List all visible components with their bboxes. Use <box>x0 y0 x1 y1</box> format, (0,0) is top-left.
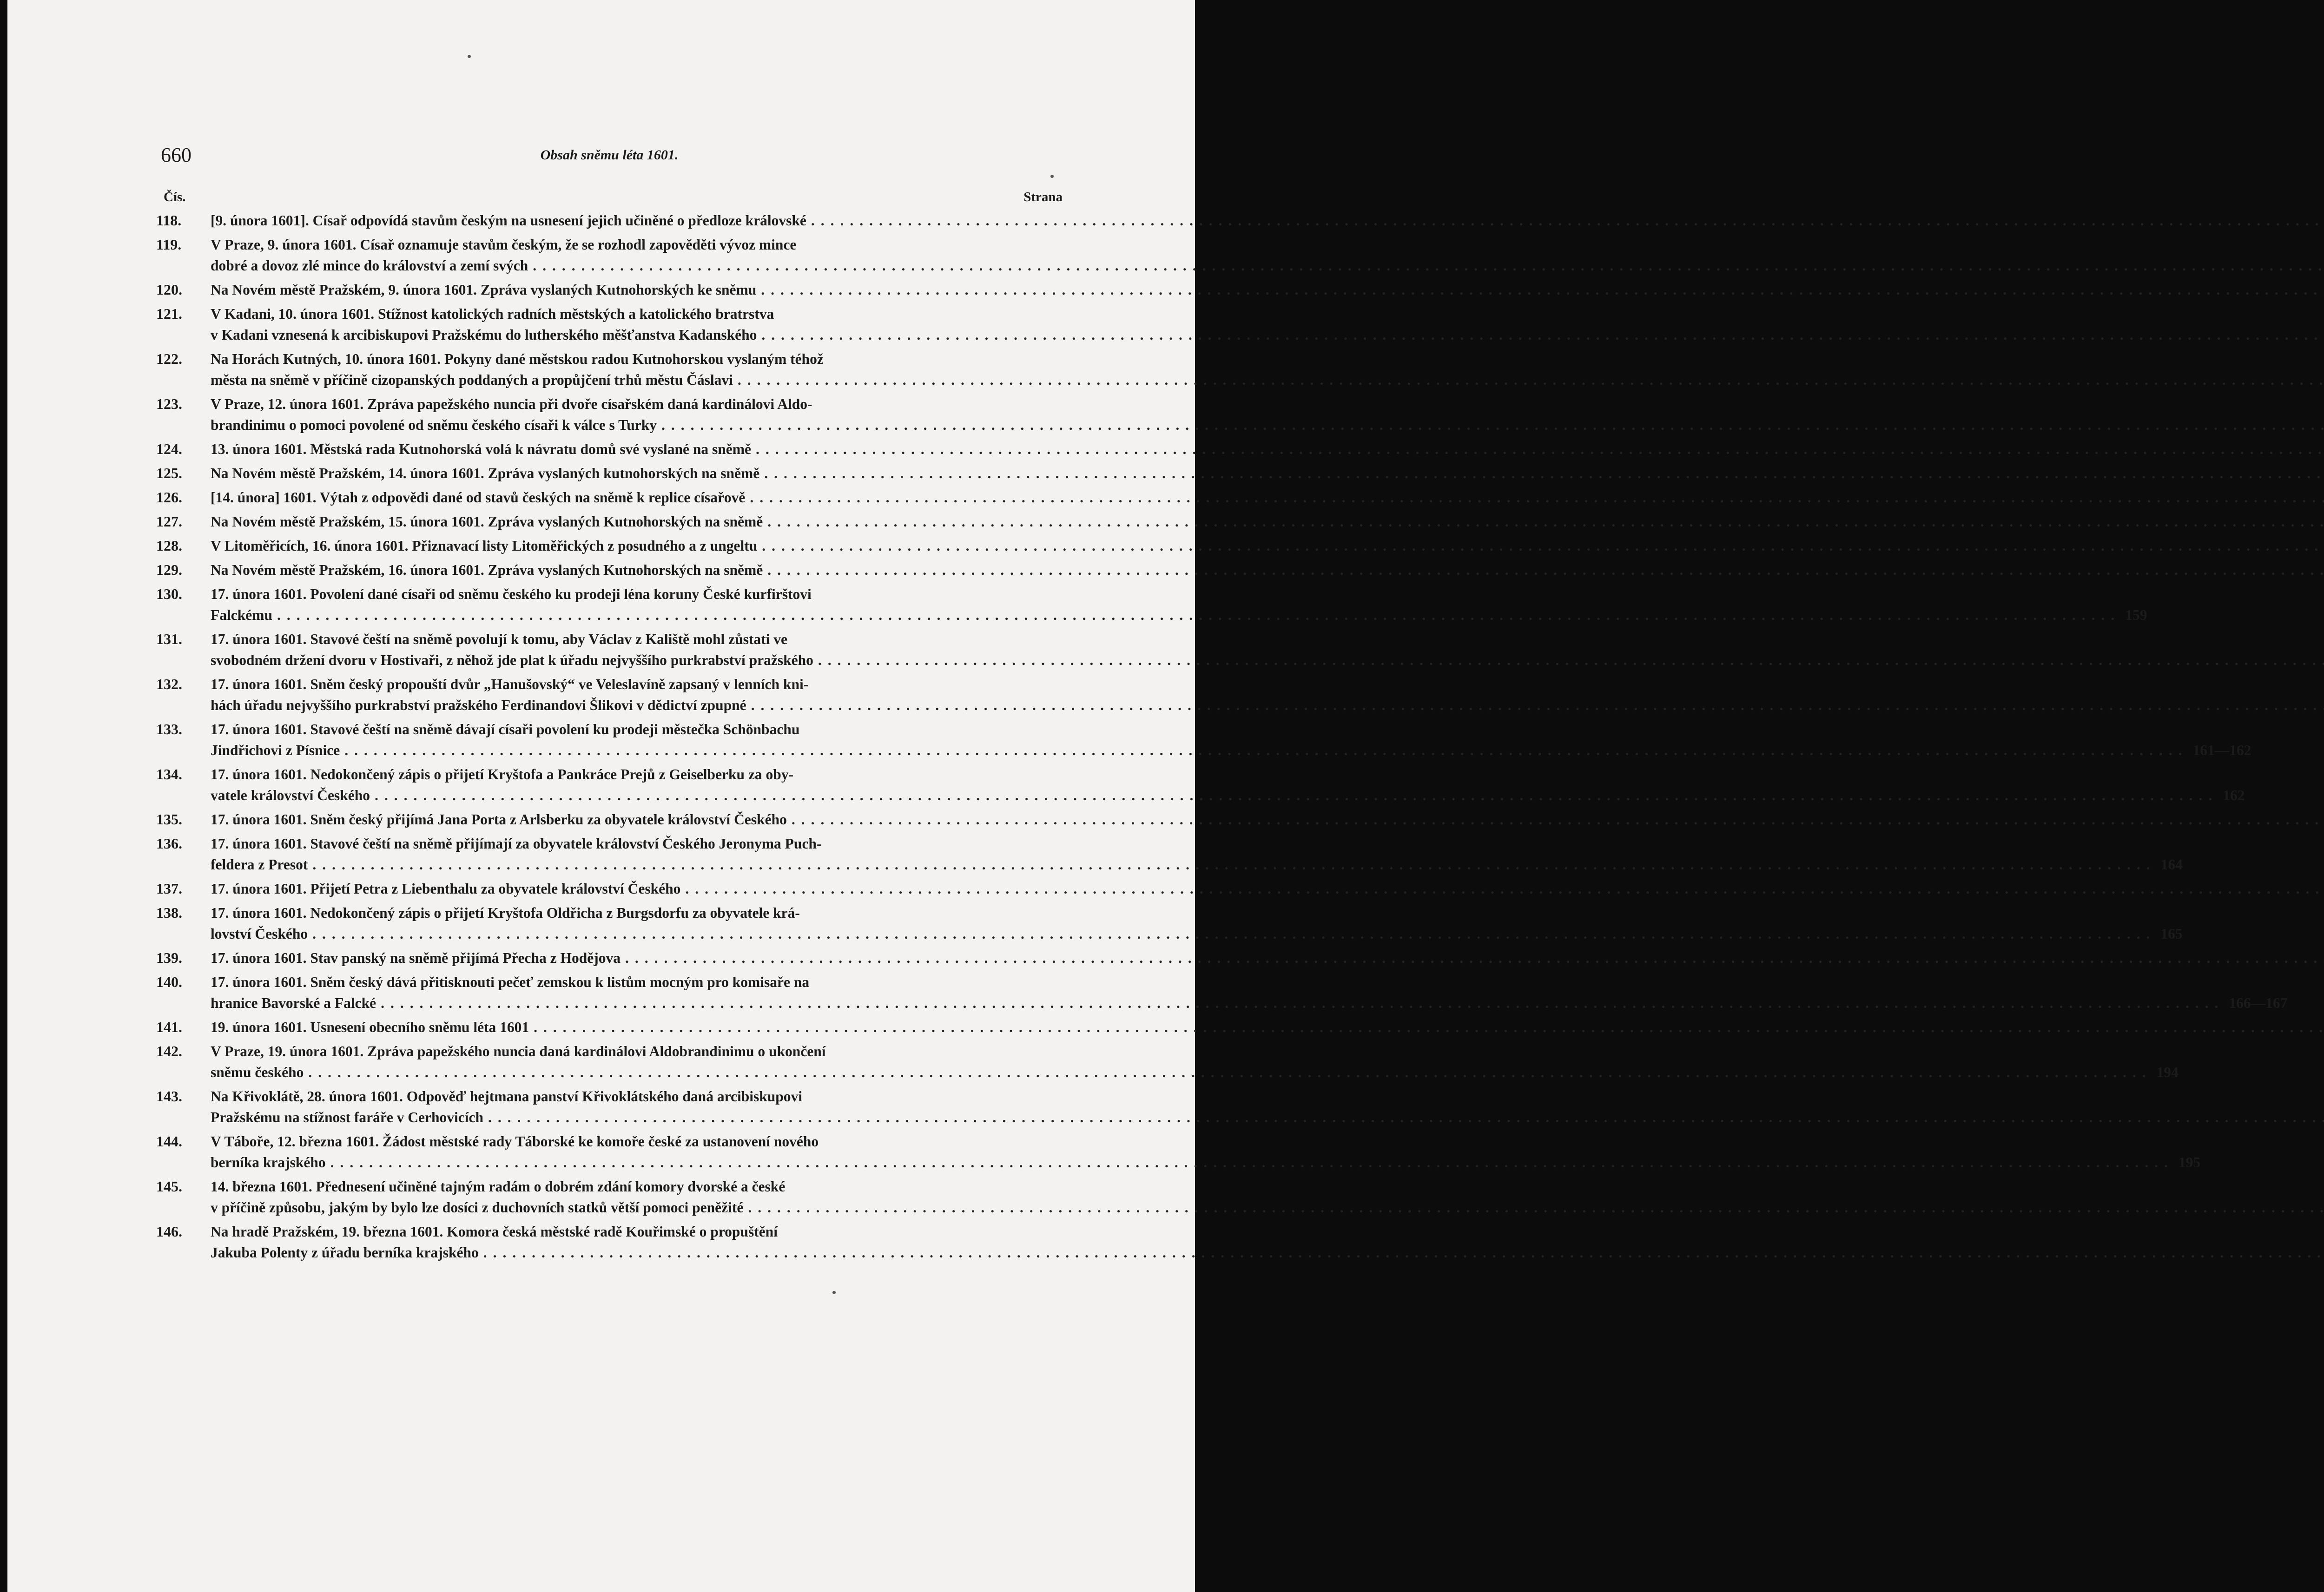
entry-leader-line <box>211 923 2183 944</box>
number-column-header: Čís. <box>164 190 186 204</box>
dot-leader <box>685 878 2324 899</box>
toc-entry <box>156 463 1063 484</box>
dot-leader <box>344 740 2188 761</box>
entry-number: 128. <box>156 537 182 554</box>
toc-entry <box>156 1131 2201 1173</box>
entry-text-line: hranice Bavorské a Falcké <box>211 995 376 1011</box>
entry-number: 127. <box>156 513 182 530</box>
running-title: Obsah sněmu léta 1601. <box>540 147 679 163</box>
paper-speck <box>1050 175 1054 178</box>
dot-leader <box>792 809 2324 830</box>
entry-body <box>211 972 2287 1013</box>
entry-body <box>211 809 2324 830</box>
entry-body <box>211 303 2324 345</box>
entry-number: 134. <box>156 766 182 783</box>
toc-entry <box>156 674 1063 716</box>
entry-leader-line <box>211 1062 2179 1083</box>
entry-text-line: 17. února 1601. Sněm český propouští dvůr „Hanušovský“ ve Veleslavíně zapsaný v lenních kni- <box>211 676 809 692</box>
dot-leader <box>375 785 2218 806</box>
entry-leader-line <box>211 210 2324 231</box>
entry-page-ref: 195 <box>2178 1154 2201 1171</box>
entry-page-ref: 159 <box>2125 607 2147 623</box>
entry-text-line: [14. února] 1601. Výtah z odpovědi dané od stavů českých na sněmě k replice císařově <box>211 489 746 506</box>
entry-body <box>211 902 2183 944</box>
toc-entry <box>156 972 2288 1013</box>
entry-leader-line <box>211 854 2183 875</box>
entry-text-line: Jakuba Polenty z úřadu berníka krajského <box>211 1244 479 1261</box>
dot-leader <box>750 487 2324 508</box>
entry-number: 137. <box>156 880 182 897</box>
entry-text-line: Na Křivoklátě, 28. února 1601. Odpověď hejtmana panství Křivoklátského daná arcibiskupovi <box>211 1088 803 1105</box>
entry-body <box>211 511 2324 532</box>
entry-leader-line <box>211 785 2245 806</box>
entry-body <box>211 1176 2324 1218</box>
entry-text-line: 13. února 1601. Městská rada Kutnohorská volá k návratu domů své vyslané na sněmě <box>211 441 751 457</box>
entry-text-line: dobré a dovoz zlé mince do království a zemí svých <box>211 257 528 274</box>
entry-number: 122. <box>156 350 182 367</box>
toc-entry <box>156 833 2183 875</box>
entry-leader-line <box>211 369 2324 390</box>
dot-leader <box>381 993 2224 1013</box>
entry-body <box>211 279 2324 300</box>
dot-leader <box>811 210 2324 231</box>
toc-entry <box>156 535 1063 556</box>
entry-body <box>211 234 2324 276</box>
entry-text-line: v příčině způsobu, jakým by bylo lze dosíci z duchovních statků větší pomoci peněžité <box>211 1199 744 1216</box>
entry-leader-line <box>211 947 2324 968</box>
entry-text-line: 17. února 1601. Přijetí Petra z Liebenthalu za obyvatele království Českého <box>211 881 681 897</box>
entry-leader-line <box>211 1152 2200 1173</box>
entry-text-line: V Litoměřicích, 16. února 1601. Přiznavací listy Litoměřických z posudného a z ungeltu <box>211 538 758 554</box>
entry-number: 138. <box>156 904 182 921</box>
entry-number: 145. <box>156 1178 182 1195</box>
entry-text-line: 17. února 1601. Stavové čeští na sněmě povolují k tomu, aby Václav z Kaliště mohl zůstati ve <box>211 631 788 647</box>
entry-text-line: Na Novém městě Pražském, 16. února 1601. Zpráva vyslaných Kutnohorských na sněmě <box>211 562 763 578</box>
entry-text-line: sněmu českého <box>211 1064 304 1080</box>
entry-text-line: V Praze, 19. února 1601. Zpráva papežského nuncia daná kardinálovi Aldobrandinimu o ukončení <box>211 1043 826 1059</box>
entry-text-line: 17. února 1601. Sněm český přijímá Jana Porta z Arlsberku za obyvatele království Českého <box>211 811 787 828</box>
entry-number: 136. <box>156 835 182 852</box>
entry-page-ref: 161—162 <box>2192 742 2251 758</box>
entry-body <box>211 1221 2324 1263</box>
entry-text-line: 17. února 1601. Povolení dané císaři od sněmu českého ku prodeji léna koruny České kurfirštovi <box>211 586 812 602</box>
paper-speck <box>832 1291 836 1294</box>
entry-leader-line <box>211 695 2324 716</box>
dot-leader <box>312 854 2156 875</box>
entry-number: 142. <box>156 1043 182 1059</box>
dot-leader <box>488 1107 2324 1128</box>
entry-body <box>211 394 2324 435</box>
entry-text-line: 19. února 1601. Usnesení obecního sněmu léta 1601 <box>211 1019 529 1035</box>
dot-leader <box>661 414 2324 435</box>
entry-leader-line <box>211 993 2287 1013</box>
dot-leader <box>330 1152 2174 1173</box>
entry-text-line: Na Novém městě Pražském, 14. února 1601. Zpráva vyslaných kutnohorských na sněmě <box>211 465 760 481</box>
entry-leader-line <box>211 324 2324 345</box>
entry-number: 129. <box>156 561 182 578</box>
entry-number: 124. <box>156 441 182 457</box>
toc-entry <box>156 234 1063 276</box>
entry-body <box>211 764 2245 806</box>
entry-number: 133. <box>156 721 182 737</box>
entry-text-line: 17. února 1601. Stavové čeští na sněmě dávají císaři povolení ku prodeji městečka Schönbachu <box>211 721 800 737</box>
entry-number: 135. <box>156 811 182 828</box>
entry-text-line: Na Novém městě Pražském, 15. února 1601. Zpráva vyslaných Kutnohorských na sněmě <box>211 513 763 530</box>
toc-entry <box>156 439 1063 460</box>
dot-leader <box>761 279 2324 300</box>
entry-number: 118. <box>156 212 182 229</box>
entry-body <box>211 439 2324 460</box>
entry-leader-line <box>211 1197 2324 1218</box>
entry-leader-line <box>211 439 2324 460</box>
entry-page-ref: 162 <box>2223 787 2245 803</box>
entry-text-line: feldera z Presot <box>211 856 308 873</box>
toc-entry <box>156 279 1063 300</box>
entry-leader-line <box>211 740 2251 761</box>
entry-text-line: 17. února 1601. Nedokončený zápis o přijetí Kryštofa a Pankráce Prejů z Geiselberku za oby- <box>211 766 794 783</box>
toc-entry <box>156 902 2183 944</box>
dot-leader <box>767 559 2324 580</box>
entry-body <box>211 463 2324 484</box>
entry-number: 139. <box>156 949 182 966</box>
entry-body <box>211 719 2251 761</box>
toc-entry <box>156 1041 2179 1083</box>
entry-body <box>211 674 2324 716</box>
toc-entry <box>156 1176 1063 1218</box>
entry-body <box>211 1131 2200 1173</box>
toc-entry <box>156 584 2147 625</box>
toc-entry <box>156 487 1063 508</box>
entry-text-line: V Praze, 12. února 1601. Zpráva papežského nuncia při dvoře císařském daná kardinálovi Aldo- <box>211 396 812 412</box>
dot-leader <box>756 439 2324 460</box>
dot-leader <box>767 511 2324 532</box>
entry-text-line: lovství Českého <box>211 926 308 942</box>
dot-leader <box>738 369 2324 390</box>
dot-leader <box>312 923 2156 944</box>
toc-entry <box>156 764 2245 806</box>
toc-entry <box>156 511 1063 532</box>
entry-text-line: vatele království Českého <box>211 787 370 803</box>
toc-entry <box>156 1221 1063 1263</box>
dot-leader <box>308 1062 2152 1083</box>
entry-text-line: 17. února 1601. Stav panský na sněmě přijímá Přecha z Hodějova <box>211 950 621 966</box>
page-number: 660 <box>161 144 191 166</box>
entry-text-line: svobodném držení dvoru v Hostivaři, z něhož jde plat k úřadu nejvyššího purkrabství pražského <box>211 652 813 668</box>
entry-number: 131. <box>156 631 182 647</box>
toc-entry <box>156 719 2251 761</box>
paper-speck <box>468 55 471 58</box>
entry-leader-line <box>211 1242 2324 1263</box>
entry-leader-line <box>211 878 2324 899</box>
toc-entry <box>156 878 1063 899</box>
entry-leader-line <box>211 559 2324 580</box>
entry-text-line: města na sněmě v příčině cizopanských poddaných a propůjčení trhů městu Čáslavi <box>211 372 733 388</box>
entry-text-line: Falckému <box>211 607 272 623</box>
toc-entry <box>156 394 1063 435</box>
entry-text-line: Pražskému na stížnost faráře v Cerhovicích <box>211 1109 484 1125</box>
entry-body <box>211 1041 2179 1083</box>
entry-text-line: 17. února 1601. Nedokončený zápis o přijetí Kryštofa Oldřicha z Burgsdorfu za obyvatele krá- <box>211 905 800 921</box>
entry-page-ref: 194 <box>2156 1064 2179 1080</box>
entry-number: 126. <box>156 489 182 506</box>
entry-leader-line <box>211 1107 2324 1128</box>
entry-text-line: V Táboře, 12. března 1601. Žádost městské rady Táborské ke komoře české za ustanovení nového <box>211 1133 819 1150</box>
entry-body <box>211 947 2324 968</box>
entry-body <box>211 584 2147 625</box>
dot-leader <box>277 605 2120 625</box>
dot-leader <box>818 650 2324 671</box>
page-header <box>156 141 1063 169</box>
dot-leader <box>761 324 2324 345</box>
entry-body <box>211 878 2324 899</box>
entry-number: 144. <box>156 1133 182 1150</box>
entry-text-line: Na Horách Kutných, 10. února 1601. Pokyny dané městskou radou Kutnohorskou vyslaným téhož <box>211 351 824 367</box>
entry-leader-line <box>211 279 2324 300</box>
dot-leader <box>533 255 2324 276</box>
entry-text-line: V Kadani, 10. února 1601. Stížnost katolických radních městských a katolického bratrstva <box>211 306 774 322</box>
entry-page-ref: 164 <box>2160 856 2183 873</box>
entry-leader-line <box>211 487 2324 508</box>
entry-text-line: brandinimu o pomoci povolené od sněmu českého císaři k válce s Turky <box>211 417 657 433</box>
entry-leader-line <box>211 535 2324 556</box>
entry-body <box>211 1086 2324 1128</box>
toc-entry <box>156 303 1063 345</box>
entry-number: 119. <box>156 236 182 253</box>
entry-body <box>211 1017 2324 1038</box>
entry-number: 130. <box>156 585 182 602</box>
entry-leader-line <box>211 809 2324 830</box>
entry-text-line: hách úřadu nejvyššího purkrabství pražského Ferdinandovi Šlikovi v dědictví zpupné <box>211 697 746 713</box>
toc-entry <box>156 559 1063 580</box>
entry-number: 121. <box>156 305 182 322</box>
entry-text-line: Na Novém městě Pražském, 9. února 1601. Zpráva vyslaných Kutnohorských ke sněmu <box>211 282 757 298</box>
entry-body <box>211 559 2324 580</box>
entry-page-ref: 166—167 <box>2229 995 2288 1011</box>
entry-body <box>211 535 2324 556</box>
toc-entry <box>156 210 1063 231</box>
dot-leader <box>764 463 2324 484</box>
dot-leader <box>762 535 2324 556</box>
dot-leader <box>625 947 2324 968</box>
entry-body <box>211 629 2324 671</box>
entry-leader-line <box>211 1017 2324 1038</box>
toc-entry <box>156 629 1063 671</box>
dot-leader <box>751 695 2324 716</box>
entry-number: 123. <box>156 395 182 412</box>
entry-number: 146. <box>156 1223 182 1240</box>
toc-entry <box>156 349 1063 390</box>
entry-body <box>211 833 2183 875</box>
entry-text-line: Jindřichovi z Písnice <box>211 742 340 758</box>
dot-leader <box>748 1197 2324 1218</box>
column-headers <box>156 188 1063 206</box>
toc-entry <box>156 1086 1063 1128</box>
entry-body <box>211 487 2324 508</box>
entry-text-line: v Kadani vznesená k arcibiskupovi Pražskému do lutherského měšťanstva Kadanského <box>211 327 757 343</box>
entry-number: 140. <box>156 974 182 990</box>
entry-leader-line <box>211 605 2147 625</box>
toc-entry <box>156 809 1063 830</box>
dot-leader <box>483 1242 2324 1263</box>
entry-number: 143. <box>156 1088 182 1105</box>
entry-text-line: V Praze, 9. února 1601. Císař oznamuje stavům českým, že se rozhodl zapověděti vývoz mince <box>211 237 797 253</box>
entry-text-line: Na hradě Pražském, 19. března 1601. Komora česká městské radě Kouřimské o propuštění <box>211 1224 778 1240</box>
page-column-header: Strana <box>1023 190 1063 204</box>
entry-leader-line <box>211 650 2324 671</box>
entry-leader-line <box>211 414 2324 435</box>
toc-entry <box>156 947 1063 968</box>
entry-leader-line <box>211 511 2324 532</box>
entry-text-line: berníka krajského <box>211 1154 326 1171</box>
entry-text-line: 17. února 1601. Stavové čeští na sněmě přijímají za obyvatele království Českého Jeronyma Puch- <box>211 835 822 852</box>
entry-leader-line <box>211 255 2324 276</box>
book-page <box>7 0 2288 1592</box>
entry-number: 132. <box>156 676 182 692</box>
entry-number: 141. <box>156 1019 182 1035</box>
table-of-contents <box>156 210 2288 1266</box>
entry-text-line: 14. března 1601. Přednesení učiněné tajným radám o dobrém zdání komory dvorské a české <box>211 1178 786 1195</box>
entry-leader-line <box>211 463 2324 484</box>
toc-entry <box>156 1017 1063 1038</box>
entry-page-ref: 165 <box>2160 926 2183 942</box>
entry-text-line: 17. února 1601. Sněm český dává přitisknouti pečeť zemskou k listům mocným pro komisaře na <box>211 974 810 990</box>
entry-body <box>211 210 2324 231</box>
entry-text-line: [9. února 1601]. Císař odpovídá stavům českým na usnesení jejich učiněné o předloze královské <box>211 212 806 229</box>
dot-leader <box>534 1017 2324 1038</box>
entry-number: 125. <box>156 465 182 481</box>
entry-body <box>211 349 2324 390</box>
entry-number: 120. <box>156 281 182 298</box>
